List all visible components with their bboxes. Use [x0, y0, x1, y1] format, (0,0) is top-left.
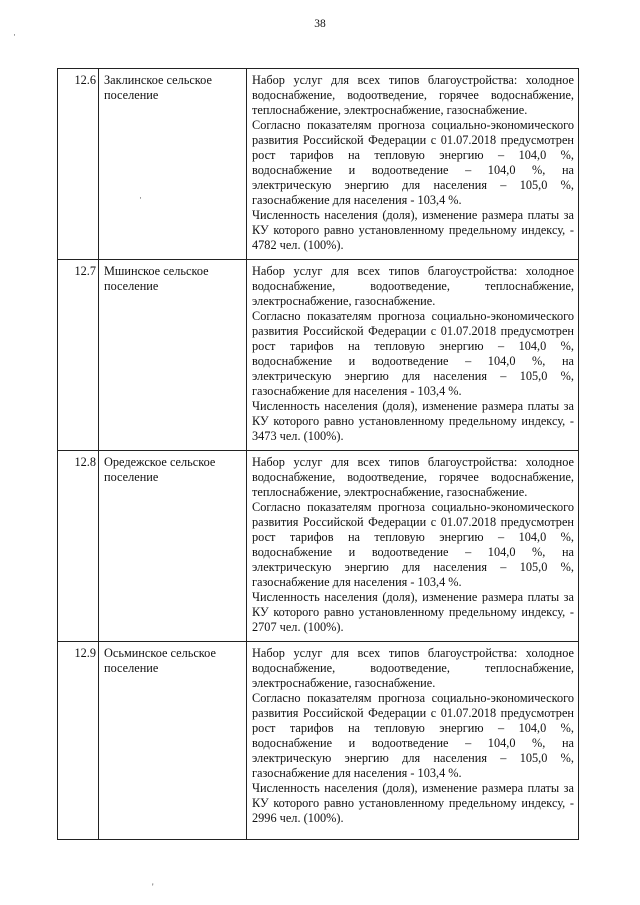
- row-number: 12.8: [58, 451, 99, 642]
- services-text: Набор услуг для всех типов благоустройства: холодное водоснабжение, водоотведение, теплоснабжение, электроснабжение, газоснабжение.: [252, 264, 574, 308]
- population-text: Численность населения (доля), изменение размера платы за КУ которого равно установленному предельному индексу, - 2996 чел. (100%).: [252, 781, 574, 825]
- table-row: [58, 260, 579, 451]
- row-number: 12.7: [58, 260, 99, 451]
- forecast-text: Согласно показателям прогноза социально-экономического развития Российской Федерации с 01.07.2018 предусмотрен рост тарифов на тепловую энергию – 104,0 %, водоснабжение и водоотведение – 104,0 %, на электрическую энергию для населения – 105,0 %, газоснабжение для населения - 103,4 %.: [252, 309, 574, 398]
- population-text: Численность населения (доля), изменение размера платы за КУ которого равно установленному предельному индексу, - 3473 чел. (100%).: [252, 399, 574, 443]
- row-description: [247, 642, 579, 840]
- settlement-name: Оредежское сельское поселение: [99, 451, 247, 642]
- population-text: Численность населения (доля), изменение размера платы за КУ которого равно установленному предельному индексу, - 4782 чел. (100%).: [252, 208, 574, 252]
- forecast-text: Согласно показателям прогноза социально-экономического развития Российской Федерации с 01.07.2018 предусмотрен рост тарифов на тепловую энергию – 104,0 %, водоснабжение и водоотведение – 104,0 %, на электрическую энергию для населения – 105,0 %, газоснабжение для населения - 103,4 %.: [252, 500, 574, 589]
- population-text: Численность населения (доля), изменение размера платы за КУ которого равно установленному предельному индексу, - 2707 чел. (100%).: [252, 590, 574, 634]
- settlements-table: [57, 68, 579, 840]
- settlement-name: Мшинское сельское поселение: [99, 260, 247, 451]
- row-description: [247, 451, 579, 642]
- table-row: [58, 642, 579, 840]
- row-number: 12.6: [58, 69, 99, 260]
- scan-speck: ·: [139, 193, 142, 203]
- settlement-name: Заклинское сельское поселение: [99, 69, 247, 260]
- table-row: [58, 451, 579, 642]
- row-description: [247, 260, 579, 451]
- row-number: 12.9: [58, 642, 99, 840]
- page-number: 38: [314, 18, 326, 30]
- services-text: Набор услуг для всех типов благоустройства: холодное водоснабжение, водоотведение, горячее водоснабжение, теплоснабжение, электроснабжение, газоснабжение.: [252, 73, 574, 117]
- services-text: Набор услуг для всех типов благоустройства: холодное водоснабжение, водоотведение, горячее водоснабжение, теплоснабжение, электроснабжение, газоснабжение.: [252, 455, 574, 499]
- settlement-name: Осьминское сельское поселение: [99, 642, 247, 840]
- forecast-text: Согласно показателям прогноза социально-экономического развития Российской Федерации с 01.07.2018 предусмотрен рост тарифов на тепловую энергию – 104,0 %, водоснабжение и водоотведение – 104,0 %, на электрическую энергию для населения – 105,0 %, газоснабжение для населения - 103,4 %.: [252, 691, 574, 780]
- services-text: Набор услуг для всех типов благоустройства: холодное водоснабжение, водоотведение, теплоснабжение, электроснабжение, газоснабжение.: [252, 646, 574, 690]
- forecast-text: Согласно показателям прогноза социально-экономического развития Российской Федерации с 01.07.2018 предусмотрен рост тарифов на тепловую энергию – 104,0 %, водоснабжение и водоотведение – 104,0 %, на электрическую энергию для населения – 105,0 %, газоснабжение для населения - 103,4 %.: [252, 118, 574, 207]
- table-row: [58, 69, 579, 260]
- scan-speck: ·: [13, 30, 16, 40]
- row-description: [247, 69, 579, 260]
- scan-speck: ': [152, 882, 154, 892]
